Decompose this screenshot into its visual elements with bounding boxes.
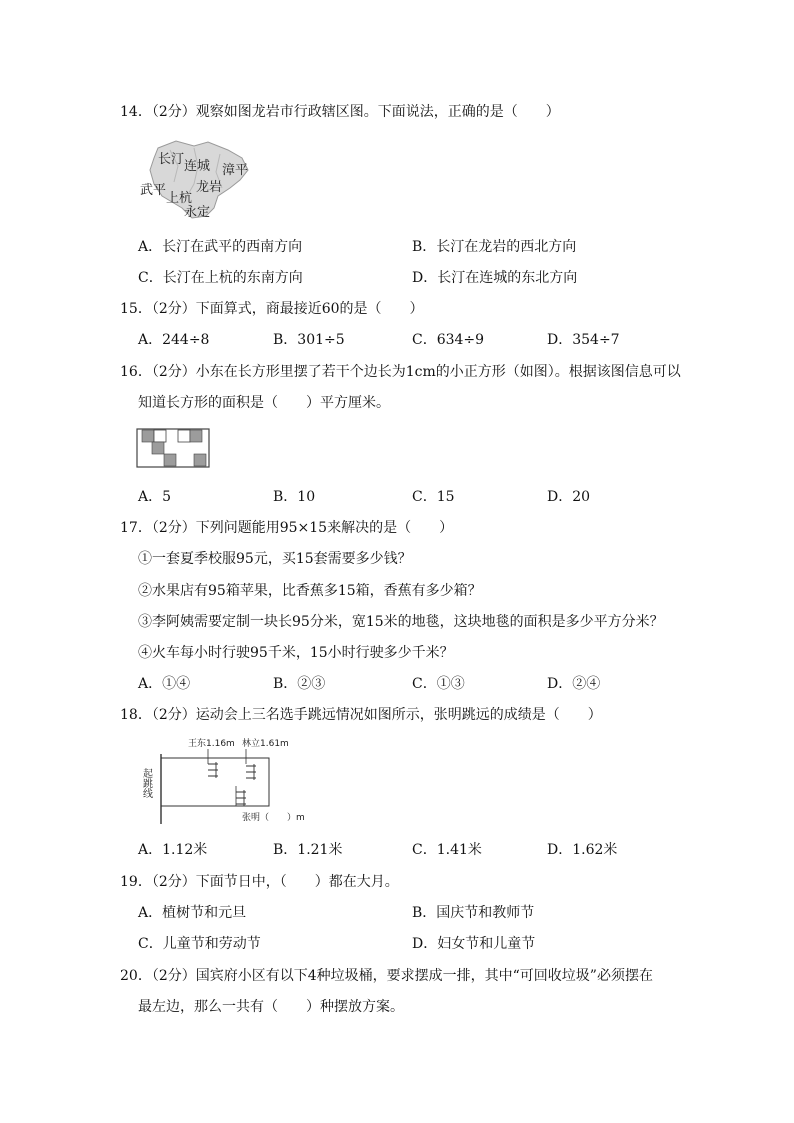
label-linli: 林立1.61m — [242, 739, 289, 749]
q16-option-b[interactable]: B．10 — [273, 489, 316, 505]
question-16-text-line2: 知道长方形的面积是（ ）平方厘米。 — [138, 395, 390, 411]
map-label-zhangping: 漳平 — [222, 163, 249, 178]
question-15-text: 15．（2分）下面算式，商最接近60的是（ ） — [120, 301, 424, 317]
q18-option-c[interactable]: C．1.41米 — [412, 842, 482, 858]
q15-option-a[interactable]: A．244÷8 — [138, 332, 210, 348]
label-wangdong: 王东1.16m — [188, 739, 235, 749]
longyan-map-figure — [136, 136, 256, 222]
q17-item-4: ④火车每小时行驶95千米，15小时行驶多少千米？ — [138, 645, 454, 661]
q16-option-c[interactable]: C．15 — [412, 489, 455, 505]
q14-option-c[interactable]: C．长汀在上杭的东南方向 — [138, 270, 303, 286]
question-18-text: 18．（2分）运动会上三名选手跳远情况如图所示，张明跳远的成绩是（ ） — [120, 707, 602, 723]
question-19-text: 19．（2分）下面节日中，（ ）都在大月。 — [120, 874, 399, 890]
q14-option-a[interactable]: A．长汀在武平的西南方向 — [138, 239, 303, 255]
q17-item-3: ③李阿姨需要定制一块长95分米，宽15米的地毯，这块地毯的面积是多少平方分米？ — [138, 614, 664, 630]
q16-option-a[interactable]: A．5 — [138, 489, 172, 505]
q17-option-d[interactable]: D．②④ — [547, 676, 601, 692]
map-label-wuping: 武平 — [140, 183, 167, 198]
q17-item-1: ①一套夏季校服95元，买15套需要多少钱？ — [138, 551, 412, 567]
long-jump-figure — [136, 734, 305, 830]
q18-option-a[interactable]: A．1.12米 — [138, 842, 208, 858]
q15-option-c[interactable]: C．634÷9 — [412, 332, 485, 348]
question-17-text: 17．（2分）下列问题能用95×15来解决的是（ ） — [120, 520, 454, 536]
map-label-changting: 长汀 — [158, 152, 185, 167]
map-label-shanghang: 上杭 — [166, 191, 193, 206]
rectangle-squares-figure — [136, 428, 212, 470]
q17-option-b[interactable]: B．②③ — [273, 676, 326, 692]
q18-option-d[interactable]: D．1.62米 — [547, 842, 618, 858]
question-14-text: 14．（2分）观察如图龙岩市行政辖区图。下面说法，正确的是（ ） — [120, 104, 560, 120]
q14-option-d[interactable]: D．长汀在连城的东北方向 — [412, 270, 578, 286]
q17-option-a[interactable]: A．①④ — [138, 676, 191, 692]
map-label-longyan: 龙岩 — [196, 180, 223, 195]
q16-option-d[interactable]: D．20 — [547, 489, 591, 505]
label-zhangming: 张明（ ）m — [242, 813, 305, 823]
map-label-liancheng: 连城 — [184, 159, 211, 174]
q19-option-d[interactable]: D．妇女节和儿童节 — [412, 936, 536, 952]
label-start-line: 起跳线 — [140, 768, 152, 798]
question-20-text-line2: 最左边，那么一共有（ ）种摆放方案。 — [138, 999, 404, 1015]
q17-option-c[interactable]: C．①③ — [412, 676, 465, 692]
footprint-zhangming — [236, 790, 246, 806]
footprint-linli — [246, 764, 256, 780]
question-16-text-line1: 16．（2分）小东在长方形里摆了若干个边长为1cm的小正方形（如图）。根据该图信息可以 — [120, 364, 681, 380]
q15-option-b[interactable]: B．301÷5 — [273, 332, 345, 348]
q14-option-b[interactable]: B．长汀在龙岩的西北方向 — [412, 239, 577, 255]
q19-option-c[interactable]: C．儿童节和劳动节 — [138, 936, 261, 952]
map-label-yongding: 永定 — [184, 205, 211, 220]
q19-option-b[interactable]: B．国庆节和教师节 — [412, 905, 535, 921]
q18-option-b[interactable]: B．1.21米 — [273, 842, 343, 858]
q17-item-2: ②水果店有95箱苹果，比香蕉多15箱，香蕉有多少箱？ — [138, 583, 482, 599]
q19-option-a[interactable]: A．植树节和元旦 — [138, 905, 247, 921]
q15-option-d[interactable]: D．354÷7 — [547, 332, 620, 348]
question-20-text-line1: 20．（2分）国宾府小区有以下4种垃圾桶，要求摆成一排，其中“可回收垃圾”必须摆在 — [120, 968, 653, 984]
footprint-wangdong — [208, 762, 218, 778]
